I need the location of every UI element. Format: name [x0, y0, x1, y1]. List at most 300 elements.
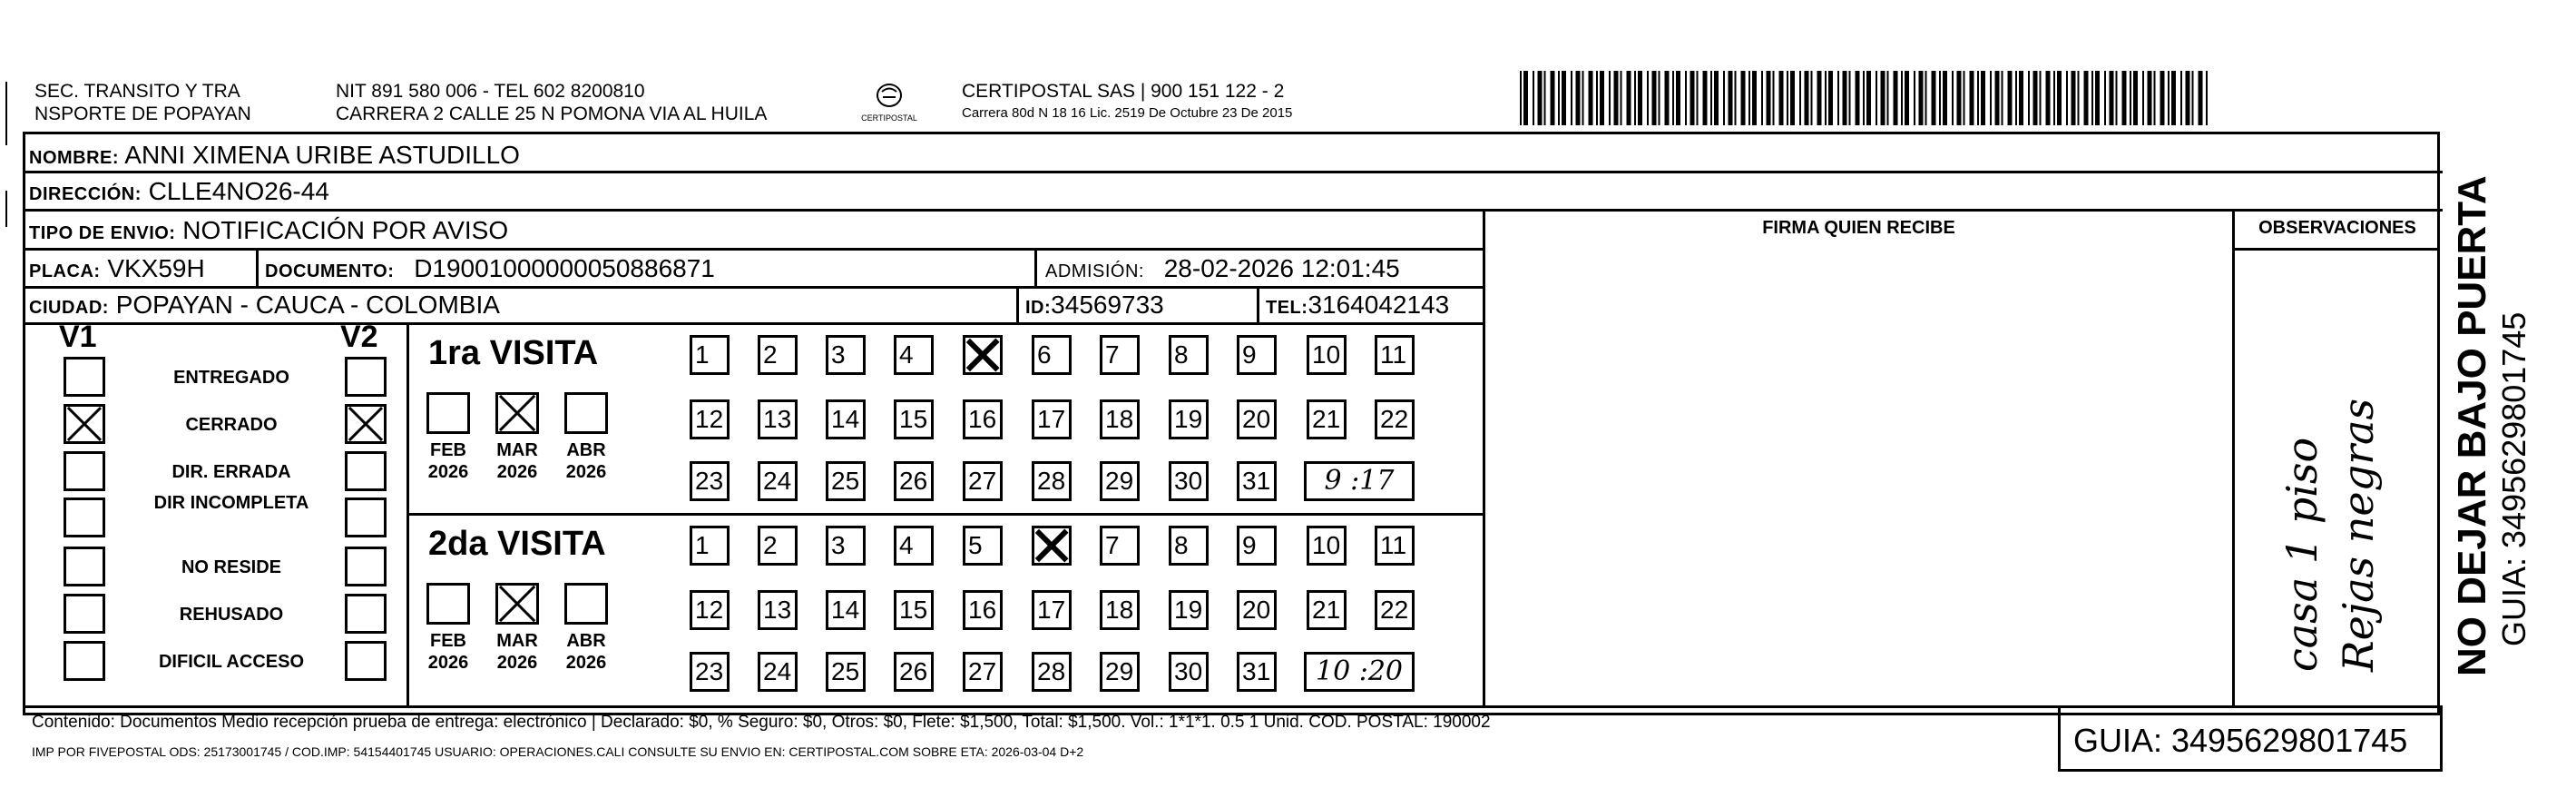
day-box[interactable]: [1032, 399, 1072, 439]
day-number: 5: [968, 531, 983, 559]
row-divider: [2058, 769, 2443, 772]
day-number: 1: [695, 340, 710, 369]
barcode-bar: [2072, 71, 2076, 125]
barcode-bar: [1621, 71, 1622, 125]
barcode-bar: [2148, 71, 2152, 125]
barcode-bar: [1787, 71, 1788, 125]
day-number: 31: [1242, 657, 1271, 685]
barcode-bar: [1914, 71, 1915, 125]
day-box[interactable]: [1100, 652, 1140, 692]
barcode-bar: [1685, 71, 1687, 125]
id-field: ID:34569733: [1025, 291, 1164, 319]
month-checkbox[interactable]: [495, 392, 539, 434]
col-divider: [1257, 286, 1259, 322]
day-box[interactable]: [1169, 652, 1209, 692]
sender-details: NIT 891 580 006 - TEL 602 8200810 CARRERA 2 CALLE 25 N POMONA VIA AL HUILA: [336, 81, 768, 124]
col-divider: [1483, 209, 1485, 705]
visit-time: 9 :17: [1304, 461, 1415, 501]
month-label: [414, 439, 483, 483]
day-number: 4: [899, 531, 914, 559]
month-label: [552, 630, 621, 674]
v1-checkbox[interactable]: [64, 641, 105, 681]
barcode-bar: [1741, 71, 1746, 125]
month-name: FEB: [430, 440, 466, 460]
day-box[interactable]: [1375, 335, 1415, 375]
barcode-bar: [1977, 71, 1979, 125]
barcode-bar: [1558, 71, 1560, 125]
barcode-bar: [2206, 71, 2208, 125]
day-box[interactable]: [758, 526, 798, 566]
day-number: 18: [1105, 596, 1134, 624]
barcode-bar: [2130, 71, 2131, 125]
barcode-bar: [1676, 71, 1680, 125]
ciudad-field: CIUDAD: POPAYAN - CAUCA - COLOMBIA: [29, 291, 500, 319]
col-divider: [406, 322, 409, 705]
day-box[interactable]: [758, 399, 798, 439]
barcode-bar: [2133, 71, 2138, 125]
row-divider: [23, 705, 2443, 708]
day-box[interactable]: [1032, 652, 1072, 692]
margin-mark: [5, 82, 7, 145]
v1-checkbox[interactable]: [64, 404, 105, 444]
sender-name: SEC. TRANSITO Y TRA NSPORTE DE POPAYAN: [34, 81, 251, 124]
col-divider: [2232, 209, 2235, 705]
col-divider: [2058, 705, 2061, 772]
barcode-bar: [1805, 71, 1809, 125]
admision-field: ADMISIÓN: 28-02-2026 12:01:45: [1045, 254, 1400, 282]
day-number: 12: [695, 405, 724, 433]
day-number: 23: [695, 657, 724, 685]
day-number: 21: [1312, 405, 1341, 433]
v2-checkbox[interactable]: [345, 404, 387, 444]
firma-label: FIRMA QUIEN RECIBE: [1762, 218, 1955, 238]
month-checkbox[interactable]: [564, 392, 608, 434]
day-box[interactable]: [758, 590, 798, 630]
barcode-bar: [1894, 71, 1898, 125]
observacion-note-2: Rejas negras: [2334, 398, 2383, 672]
v1-checkbox[interactable]: [64, 451, 105, 491]
visit-title: 2da VISITA: [428, 525, 606, 563]
barcode-bar: [2091, 71, 2093, 125]
row-divider: [2232, 248, 2440, 251]
barcode-bar: [1614, 71, 1619, 125]
day-number: 2: [763, 531, 778, 559]
day-number: 15: [899, 596, 928, 624]
barcode-bar: [1589, 71, 1593, 125]
svg-text:CERTIPOSTAL: CERTIPOSTAL: [861, 113, 917, 123]
barcode-bar: [2066, 71, 2068, 125]
day-number: 25: [831, 657, 860, 685]
day-number: 14: [831, 405, 860, 433]
month-name: MAR: [496, 631, 538, 651]
day-box[interactable]: [1307, 590, 1347, 630]
barcode-bar: [1710, 71, 1712, 125]
barcode-bar: [1690, 71, 1695, 125]
day-box[interactable]: [758, 335, 798, 375]
barcode-bar: [2104, 71, 2106, 125]
barcode-bar: [1811, 71, 1813, 125]
day-number: 16: [968, 405, 997, 433]
day-box[interactable]: [1169, 335, 1209, 375]
barcode-bar: [2110, 71, 2114, 125]
barcode: [1520, 71, 2209, 125]
no-dejar-bajo-puerta: NO DEJAR BAJO PUERTA: [2450, 175, 2494, 676]
barcode-bar: [2040, 71, 2042, 125]
day-box[interactable]: [1100, 590, 1140, 630]
month-name: FEB: [430, 631, 466, 651]
day-box[interactable]: [1169, 526, 1209, 566]
day-number: 13: [763, 405, 792, 433]
day-box[interactable]: [690, 399, 730, 439]
barcode-bar: [1582, 71, 1584, 125]
barcode-bar: [1866, 71, 1871, 125]
barcode-bar: [2053, 71, 2055, 125]
day-number: 11: [1380, 531, 1407, 559]
certipostal-logo: [844, 80, 935, 125]
documento-field: DOCUMENTO: D19001000000050886871: [265, 254, 715, 282]
day-number: 6: [1037, 340, 1052, 369]
v1-checkbox[interactable]: [64, 498, 105, 537]
barcode-bar: [2122, 71, 2127, 125]
day-box[interactable]: [1100, 461, 1140, 501]
barcode-bar: [1634, 71, 1636, 125]
barcode-bar: [1551, 71, 1555, 125]
day-number: 22: [1380, 596, 1409, 624]
footer-impresion: IMP POR FIVEPOSTAL ODS: 25173001745 / COD.IMP: 54154401745 USUARIO: OPERACIONES.CALI CONSULTE SU ENVIO EN: CERTIPOSTAL.COM SOBRE ETA: 2026-03-04 D+2: [32, 744, 1084, 759]
barcode-bar: [1748, 71, 1750, 125]
barcode-bar: [2180, 71, 2182, 125]
day-box[interactable]: [1307, 399, 1347, 439]
barcode-bar: [1544, 71, 1546, 125]
day-number: 22: [1380, 405, 1409, 433]
barcode-bar: [2154, 71, 2156, 125]
day-number: 9: [1242, 340, 1257, 369]
barcode-bar: [2171, 71, 2176, 125]
day-box[interactable]: [690, 526, 730, 566]
barcode-bar: [2078, 71, 2080, 125]
day-number: 24: [763, 467, 792, 495]
day-box[interactable]: [963, 590, 1003, 630]
day-box[interactable]: [1237, 526, 1277, 566]
col-divider: [2440, 705, 2443, 772]
day-box[interactable]: [1169, 590, 1209, 630]
day-number: 30: [1174, 657, 1203, 685]
col-divider: [256, 248, 259, 286]
day-box[interactable]: [690, 652, 730, 692]
barcode-bar: [1767, 71, 1771, 125]
status-label: DIR INCOMPLETA: [153, 493, 309, 513]
month-label: [483, 630, 552, 674]
tel-field: TEL:3164042143: [1266, 291, 1450, 319]
barcode-bar: [1647, 71, 1649, 125]
barcode-bar: [1964, 71, 1965, 125]
visit-time: 10 :20: [1304, 652, 1415, 692]
barcode-bar: [1627, 71, 1631, 125]
barcode-bar: [1533, 71, 1534, 125]
v1-checkbox[interactable]: [64, 357, 105, 397]
day-box[interactable]: [894, 335, 934, 375]
company-info: CERTIPOSTAL SAS | 900 151 122 - 2 Carrera 80d N 18 16 Lic. 2519 De Octubre 23 De 2015: [962, 81, 1293, 121]
barcode-bar: [2116, 71, 2118, 125]
day-box[interactable]: [1100, 335, 1140, 375]
day-number: 2: [763, 340, 778, 369]
barcode-bar: [1876, 71, 1877, 125]
barcode-bar: [1703, 71, 1708, 125]
day-box[interactable]: [1032, 335, 1072, 375]
status-label: NO RESIDE: [181, 557, 282, 577]
day-number: 3: [831, 531, 846, 559]
day-number: 1: [695, 531, 710, 559]
barcode-bar: [1881, 71, 1885, 125]
day-number: 4: [899, 340, 914, 369]
day-number: 31: [1242, 467, 1271, 495]
day-box[interactable]: [894, 526, 934, 566]
barcode-bar: [1659, 71, 1660, 125]
placa-field: PLACA: VKX59H: [29, 254, 205, 282]
day-number: 19: [1174, 596, 1203, 624]
day-number: 26: [899, 467, 928, 495]
day-box[interactable]: [963, 335, 1003, 375]
v2-checkbox[interactable]: [345, 357, 387, 397]
day-box[interactable]: [690, 461, 730, 501]
day-number: 15: [899, 405, 928, 433]
day-number: 8: [1174, 340, 1189, 369]
barcode-bar: [1729, 71, 1733, 125]
status-label: DIFICIL ACCESO: [158, 652, 304, 672]
day-number: 28: [1037, 467, 1066, 495]
v1-checkbox[interactable]: [64, 594, 105, 634]
day-number: 11: [1380, 340, 1407, 369]
barcode-bar: [1638, 71, 1642, 125]
barcode-bar: [1672, 71, 1674, 125]
barcode-bar: [1919, 71, 1924, 125]
day-number: 3: [831, 340, 846, 369]
barcode-bar: [1981, 71, 1985, 125]
day-box[interactable]: [963, 461, 1003, 501]
barcode-bar: [2033, 71, 2038, 125]
barcode-bar: [2019, 71, 2023, 125]
barcode-bar: [1943, 71, 1947, 125]
day-box[interactable]: [1237, 652, 1277, 692]
footer-guia: GUIA: 3495629801745: [2073, 722, 2408, 759]
day-number: 13: [763, 596, 792, 624]
barcode-bar: [1863, 71, 1865, 125]
day-box[interactable]: [826, 590, 866, 630]
status-label: CERRADO: [185, 415, 278, 435]
nombre-field: NOMBRE: ANNI XIMENA URIBE ASTUDILLO: [29, 141, 520, 169]
day-box[interactable]: [826, 461, 866, 501]
month-name: MAR: [496, 440, 538, 460]
day-number: 14: [831, 596, 860, 624]
day-number: 12: [695, 596, 724, 624]
barcode-bar: [1523, 71, 1528, 125]
v2-checkbox[interactable]: [345, 594, 387, 634]
barcode-bar: [1790, 71, 1795, 125]
barcode-bar: [1773, 71, 1775, 125]
barcode-bar: [1901, 71, 1903, 125]
barcode-bar: [2095, 71, 2100, 125]
month-year: 2026: [565, 462, 607, 482]
barcode-bar: [1825, 71, 1827, 125]
day-box[interactable]: [758, 652, 798, 692]
day-box[interactable]: [1307, 526, 1347, 566]
side-guia: GUIA: 3495629801745: [2495, 311, 2532, 646]
barcode-bar: [1957, 71, 1962, 125]
day-box[interactable]: [1375, 526, 1415, 566]
day-box[interactable]: [690, 335, 730, 375]
day-box[interactable]: [1032, 590, 1072, 630]
day-box[interactable]: [894, 590, 934, 630]
visit-title: 1ra VISITA: [428, 334, 599, 372]
barcode-bar: [2084, 71, 2089, 125]
day-number: 29: [1105, 657, 1134, 685]
barcode-bar: [1714, 71, 1719, 125]
barcode-bar: [1576, 71, 1581, 125]
barcode-bar: [1697, 71, 1699, 125]
day-box[interactable]: [826, 652, 866, 692]
day-number: 30: [1174, 467, 1203, 495]
observacion-note-1: casa 1 piso: [2277, 437, 2326, 672]
barcode-bar: [1596, 71, 1598, 125]
v2-label: V2: [340, 320, 378, 354]
day-number: 16: [968, 596, 997, 624]
barcode-bar: [2186, 71, 2190, 125]
barcode-bar: [2160, 71, 2165, 125]
month-checkbox[interactable]: [495, 583, 539, 625]
barcode-bar: [1925, 71, 1927, 125]
barcode-bar: [2008, 71, 2013, 125]
barcode-bar: [1609, 71, 1611, 125]
barcode-bar: [2015, 71, 2017, 125]
day-number: 28: [1037, 657, 1066, 685]
barcode-bar: [1538, 71, 1543, 125]
day-number: 17: [1037, 405, 1066, 433]
day-number: 21: [1312, 596, 1341, 624]
barcode-bar: [1995, 71, 2000, 125]
barcode-bar: [1562, 71, 1566, 125]
day-box[interactable]: [826, 335, 866, 375]
month-year: 2026: [427, 462, 469, 482]
v1-checkbox[interactable]: [64, 547, 105, 586]
day-number: 23: [695, 467, 724, 495]
day-number: 8: [1174, 531, 1189, 559]
v2-checkbox[interactable]: [345, 641, 387, 681]
day-box[interactable]: [1375, 399, 1415, 439]
day-box[interactable]: [1032, 526, 1072, 566]
tipo-envio-field: TIPO DE ENVIO: NOTIFICACIÓN POR AVISO: [29, 216, 509, 244]
barcode-bar: [2192, 71, 2194, 125]
day-box[interactable]: [758, 461, 798, 501]
day-box[interactable]: [1032, 461, 1072, 501]
month-checkbox[interactable]: [426, 392, 470, 434]
row-divider: [406, 513, 1485, 516]
month-label: [552, 439, 621, 483]
month-name: ABR: [566, 631, 606, 651]
barcode-bar: [2057, 71, 2062, 125]
barcode-bar: [2199, 71, 2203, 125]
barcode-bar: [1905, 71, 1909, 125]
day-box[interactable]: [1100, 399, 1140, 439]
day-number: 20: [1242, 405, 1271, 433]
day-number: 10: [1312, 531, 1341, 559]
day-number: 20: [1242, 596, 1271, 624]
barcode-icon: [1520, 71, 2209, 125]
month-year: 2026: [427, 653, 469, 673]
day-box[interactable]: [894, 652, 934, 692]
barcode-bar: [1817, 71, 1822, 125]
day-number: 18: [1105, 405, 1134, 433]
day-box[interactable]: [1375, 590, 1415, 630]
barcode-bar: [1990, 71, 1992, 125]
day-box[interactable]: [1237, 461, 1277, 501]
v1-label: V1: [59, 320, 97, 354]
day-box[interactable]: [894, 461, 934, 501]
day-box[interactable]: [1169, 461, 1209, 501]
day-number: 7: [1105, 531, 1120, 559]
status-label: REHUSADO: [179, 605, 284, 625]
month-year: 2026: [496, 462, 538, 482]
day-number: 26: [899, 657, 928, 685]
barcode-bar: [1723, 71, 1725, 125]
barcode-bar: [1828, 71, 1833, 125]
v2-checkbox[interactable]: [345, 498, 387, 537]
day-box[interactable]: [1307, 335, 1347, 375]
barcode-bar: [1849, 71, 1851, 125]
day-number: 7: [1105, 340, 1120, 369]
barcode-bar: [1520, 71, 1522, 125]
day-number: 10: [1312, 340, 1341, 369]
barcode-bar: [1571, 71, 1572, 125]
barcode-bar: [1600, 71, 1604, 125]
day-box[interactable]: [963, 526, 1003, 566]
month-label: [483, 439, 552, 483]
day-box[interactable]: [826, 526, 866, 566]
v2-checkbox[interactable]: [345, 547, 387, 586]
day-number: 17: [1037, 596, 1066, 624]
day-box[interactable]: [963, 399, 1003, 439]
barcode-bar: [2142, 71, 2144, 125]
barcode-bar: [1665, 71, 1670, 125]
day-box[interactable]: [1237, 335, 1277, 375]
barcode-bar: [1939, 71, 1941, 125]
day-box[interactable]: [963, 652, 1003, 692]
day-box[interactable]: [690, 590, 730, 630]
barcode-bar: [1856, 71, 1860, 125]
day-number: 29: [1105, 467, 1134, 495]
month-checkbox[interactable]: [564, 583, 608, 625]
margin-mark: [5, 191, 7, 227]
day-number: 27: [968, 657, 997, 685]
logo-icon: [844, 80, 935, 125]
day-box[interactable]: [826, 399, 866, 439]
day-number: 25: [831, 467, 860, 495]
day-box[interactable]: [1169, 399, 1209, 439]
month-label: [414, 630, 483, 674]
month-year: 2026: [496, 653, 538, 673]
day-number: 24: [763, 657, 792, 685]
v2-checkbox[interactable]: [345, 451, 387, 491]
day-box[interactable]: [894, 399, 934, 439]
day-box[interactable]: [1237, 399, 1277, 439]
barcode-bar: [2046, 71, 2051, 125]
day-box[interactable]: [1237, 590, 1277, 630]
barcode-bar: [1735, 71, 1737, 125]
barcode-bar: [1752, 71, 1757, 125]
day-box[interactable]: [1100, 526, 1140, 566]
month-checkbox[interactable]: [426, 583, 470, 625]
status-label: DIR. ERRADA: [171, 462, 291, 482]
direccion-field: DIRECCIÓN: CLLE4NO26-44: [29, 177, 329, 205]
